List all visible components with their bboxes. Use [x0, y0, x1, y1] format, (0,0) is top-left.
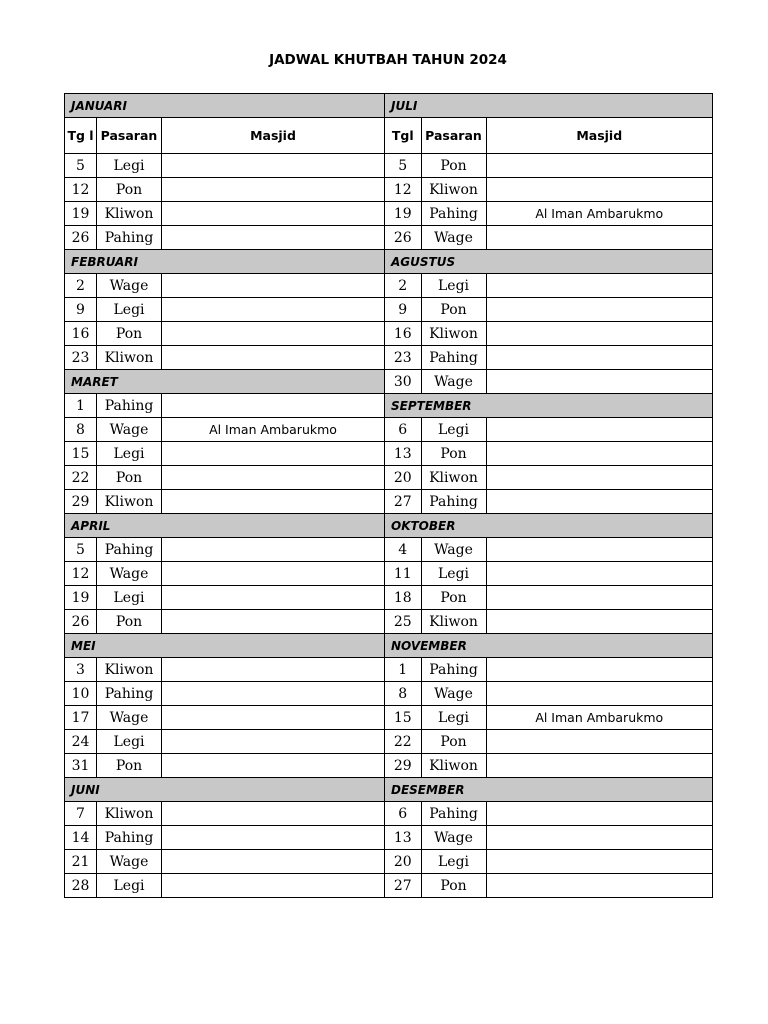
date-cell: 9	[385, 298, 421, 322]
table-row	[385, 298, 713, 322]
pasaran-cell: Wage	[97, 850, 162, 874]
table-row	[385, 346, 713, 370]
table-row	[65, 826, 385, 850]
pasaran-cell: Pon	[97, 178, 162, 202]
masjid-cell	[486, 730, 713, 754]
table-row	[385, 538, 713, 562]
month-header-row	[385, 778, 713, 802]
date-cell: 7	[65, 802, 97, 826]
masjid-cell	[162, 586, 385, 610]
date-cell: 24	[65, 730, 97, 754]
table-row	[385, 586, 713, 610]
month-label: APRIL	[65, 514, 385, 538]
table-row	[385, 370, 713, 394]
month-header-row	[65, 778, 385, 802]
column-header-row	[65, 118, 385, 154]
date-cell: 27	[385, 490, 421, 514]
date-cell: 13	[385, 826, 421, 850]
date-cell: 20	[385, 850, 421, 874]
pasaran-cell: Pahing	[97, 538, 162, 562]
date-cell: 15	[65, 442, 97, 466]
date-cell: 5	[65, 538, 97, 562]
table-row	[65, 802, 385, 826]
pasaran-cell: Legi	[97, 586, 162, 610]
masjid-cell	[162, 178, 385, 202]
date-cell: 12	[65, 562, 97, 586]
pasaran-cell: Legi	[97, 874, 162, 898]
table-row	[65, 322, 385, 346]
masjid-cell	[486, 466, 713, 490]
date-cell: 27	[385, 874, 421, 898]
pasaran-cell: Legi	[97, 730, 162, 754]
table-row	[65, 418, 385, 442]
month-label: MEI	[65, 634, 385, 658]
date-cell: 5	[65, 154, 97, 178]
table-row	[65, 754, 385, 778]
masjid-cell	[486, 346, 713, 370]
table-row	[385, 178, 713, 202]
masjid-cell	[162, 610, 385, 634]
schedule-table-right	[385, 93, 713, 898]
date-cell: 23	[385, 346, 421, 370]
pasaran-cell: Pahing	[421, 346, 486, 370]
month-header-row	[65, 250, 385, 274]
date-cell: 21	[65, 850, 97, 874]
date-cell: 8	[65, 418, 97, 442]
table-row	[385, 418, 713, 442]
month-header-row	[65, 370, 385, 394]
pasaran-cell: Wage	[421, 226, 486, 250]
table-row	[385, 850, 713, 874]
table-row	[65, 202, 385, 226]
table-row	[65, 562, 385, 586]
date-cell: 9	[65, 298, 97, 322]
month-header-row	[385, 514, 713, 538]
table-row	[65, 874, 385, 898]
pasaran-cell: Pahing	[97, 682, 162, 706]
pasaran-cell: Pahing	[421, 202, 486, 226]
table-row	[385, 562, 713, 586]
table-row	[385, 682, 713, 706]
masjid-cell	[486, 538, 713, 562]
masjid-cell	[162, 682, 385, 706]
masjid-cell	[486, 442, 713, 466]
column-header-masjid: Masjid	[486, 118, 713, 154]
month-header-row	[65, 634, 385, 658]
pasaran-cell: Kliwon	[97, 490, 162, 514]
pasaran-cell: Wage	[97, 562, 162, 586]
masjid-cell	[486, 682, 713, 706]
date-cell: 28	[65, 874, 97, 898]
masjid-cell	[486, 274, 713, 298]
pasaran-cell: Wage	[97, 418, 162, 442]
pasaran-cell: Legi	[421, 274, 486, 298]
table-row	[65, 346, 385, 370]
masjid-cell	[162, 562, 385, 586]
date-cell: 20	[385, 466, 421, 490]
masjid-cell	[162, 442, 385, 466]
pasaran-cell: Kliwon	[97, 802, 162, 826]
date-cell: 5	[385, 154, 421, 178]
masjid-cell	[486, 850, 713, 874]
masjid-cell	[162, 490, 385, 514]
date-cell: 1	[65, 394, 97, 418]
pasaran-cell: Pon	[421, 154, 486, 178]
pasaran-cell: Pahing	[421, 802, 486, 826]
month-header-row	[385, 634, 713, 658]
pasaran-cell: Pahing	[421, 658, 486, 682]
date-cell: 16	[385, 322, 421, 346]
date-cell: 11	[385, 562, 421, 586]
date-cell: 19	[65, 586, 97, 610]
date-cell: 26	[65, 610, 97, 634]
date-cell: 14	[65, 826, 97, 850]
date-cell: 2	[385, 274, 421, 298]
date-cell: 25	[385, 610, 421, 634]
pasaran-cell: Pon	[97, 610, 162, 634]
masjid-cell	[486, 562, 713, 586]
date-cell: 12	[65, 178, 97, 202]
column-header-tgl: Tgl	[385, 118, 421, 154]
month-label: JULI	[385, 94, 713, 118]
date-cell: 6	[385, 418, 421, 442]
pasaran-cell: Wage	[421, 538, 486, 562]
masjid-cell	[162, 658, 385, 682]
table-row	[65, 586, 385, 610]
masjid-cell	[486, 826, 713, 850]
masjid-cell	[486, 418, 713, 442]
table-row	[65, 442, 385, 466]
date-cell: 22	[65, 466, 97, 490]
masjid-cell: Al Iman Ambarukmo	[486, 706, 713, 730]
pasaran-cell: Kliwon	[421, 754, 486, 778]
pasaran-cell: Kliwon	[421, 466, 486, 490]
table-row	[65, 394, 385, 418]
table-row	[385, 202, 713, 226]
table-row	[385, 490, 713, 514]
masjid-cell	[486, 226, 713, 250]
table-row	[385, 274, 713, 298]
month-label: AGUSTUS	[385, 250, 713, 274]
masjid-cell	[486, 154, 713, 178]
pasaran-cell: Legi	[421, 418, 486, 442]
pasaran-cell: Pahing	[97, 826, 162, 850]
masjid-cell	[162, 754, 385, 778]
table-row	[385, 874, 713, 898]
table-row	[385, 658, 713, 682]
table-row	[385, 466, 713, 490]
masjid-cell	[486, 322, 713, 346]
masjid-cell	[486, 370, 713, 394]
date-cell: 26	[65, 226, 97, 250]
date-cell: 30	[385, 370, 421, 394]
table-row	[65, 706, 385, 730]
date-cell: 26	[385, 226, 421, 250]
month-label: SEPTEMBER	[385, 394, 713, 418]
pasaran-cell: Pon	[421, 586, 486, 610]
table-row	[65, 226, 385, 250]
date-cell: 1	[385, 658, 421, 682]
date-cell: 8	[385, 682, 421, 706]
masjid-cell	[486, 658, 713, 682]
month-header-row	[385, 94, 713, 118]
masjid-cell	[486, 178, 713, 202]
date-cell: 12	[385, 178, 421, 202]
date-cell: 22	[385, 730, 421, 754]
month-label: DESEMBER	[385, 778, 713, 802]
masjid-cell: Al Iman Ambarukmo	[486, 202, 713, 226]
month-header-row	[65, 514, 385, 538]
month-header-row	[385, 394, 713, 418]
month-header-row	[65, 94, 385, 118]
masjid-cell	[162, 346, 385, 370]
column-header-masjid: Masjid	[162, 118, 385, 154]
pasaran-cell: Pon	[97, 754, 162, 778]
pasaran-cell: Wage	[421, 826, 486, 850]
date-cell: 31	[65, 754, 97, 778]
table-row	[65, 730, 385, 754]
table-row	[385, 802, 713, 826]
table-row	[385, 706, 713, 730]
table-row	[65, 850, 385, 874]
table-row	[385, 442, 713, 466]
pasaran-cell: Kliwon	[97, 202, 162, 226]
table-row	[65, 682, 385, 706]
masjid-cell	[486, 802, 713, 826]
pasaran-cell: Wage	[97, 706, 162, 730]
masjid-cell	[162, 730, 385, 754]
pasaran-cell: Kliwon	[421, 178, 486, 202]
pasaran-cell: Legi	[421, 562, 486, 586]
date-cell: 15	[385, 706, 421, 730]
table-row	[65, 178, 385, 202]
date-cell: 10	[65, 682, 97, 706]
masjid-cell	[486, 754, 713, 778]
masjid-cell	[162, 850, 385, 874]
pasaran-cell: Pon	[421, 442, 486, 466]
masjid-cell	[162, 394, 385, 418]
column-header-pasaran: Pasaran	[421, 118, 486, 154]
table-row	[65, 298, 385, 322]
page-title: JADWAL KHUTBAH TAHUN 2024	[269, 52, 507, 68]
masjid-cell: Al Iman Ambarukmo	[162, 418, 385, 442]
pasaran-cell: Legi	[421, 706, 486, 730]
date-cell: 6	[385, 802, 421, 826]
column-header-row	[385, 118, 713, 154]
masjid-cell	[162, 802, 385, 826]
pasaran-cell: Kliwon	[421, 322, 486, 346]
date-cell: 19	[65, 202, 97, 226]
pasaran-cell: Kliwon	[421, 610, 486, 634]
pasaran-cell: Pon	[421, 298, 486, 322]
table-row	[65, 658, 385, 682]
date-cell: 29	[385, 754, 421, 778]
pasaran-cell: Legi	[97, 154, 162, 178]
pasaran-cell: Legi	[97, 442, 162, 466]
month-label: JANUARI	[65, 94, 385, 118]
table-row	[385, 154, 713, 178]
table-row	[65, 610, 385, 634]
date-cell: 3	[65, 658, 97, 682]
table-row	[65, 154, 385, 178]
masjid-cell	[162, 226, 385, 250]
pasaran-cell: Pahing	[97, 394, 162, 418]
table-row	[385, 754, 713, 778]
masjid-cell	[162, 826, 385, 850]
month-header-row	[385, 250, 713, 274]
masjid-cell	[162, 466, 385, 490]
pasaran-cell: Legi	[97, 298, 162, 322]
date-cell: 17	[65, 706, 97, 730]
month-label: NOVEMBER	[385, 634, 713, 658]
table-row	[385, 826, 713, 850]
pasaran-cell: Pon	[97, 466, 162, 490]
table-row	[65, 490, 385, 514]
pasaran-cell: Wage	[421, 682, 486, 706]
schedule-table-left	[64, 93, 385, 898]
column-header-pasaran: Pasaran	[97, 118, 162, 154]
masjid-cell	[162, 274, 385, 298]
table-row	[65, 466, 385, 490]
date-cell: 29	[65, 490, 97, 514]
table-row	[65, 274, 385, 298]
date-cell: 18	[385, 586, 421, 610]
masjid-cell	[162, 322, 385, 346]
masjid-cell	[162, 538, 385, 562]
date-cell: 2	[65, 274, 97, 298]
pasaran-cell: Pon	[97, 322, 162, 346]
month-label: MARET	[65, 370, 385, 394]
pasaran-cell: Pon	[421, 874, 486, 898]
pasaran-cell: Pahing	[421, 490, 486, 514]
table-row	[65, 538, 385, 562]
month-label: JUNI	[65, 778, 385, 802]
month-label: OKTOBER	[385, 514, 713, 538]
masjid-cell	[486, 490, 713, 514]
masjid-cell	[162, 154, 385, 178]
masjid-cell	[486, 610, 713, 634]
table-row	[385, 322, 713, 346]
pasaran-cell: Legi	[421, 850, 486, 874]
table-row	[385, 226, 713, 250]
date-cell: 13	[385, 442, 421, 466]
month-label: FEBRUARI	[65, 250, 385, 274]
date-cell: 4	[385, 538, 421, 562]
masjid-cell	[162, 298, 385, 322]
masjid-cell	[486, 874, 713, 898]
table-row	[385, 730, 713, 754]
date-cell: 19	[385, 202, 421, 226]
pasaran-cell: Kliwon	[97, 346, 162, 370]
column-header-tgl: Tg l	[65, 118, 97, 154]
masjid-cell	[162, 202, 385, 226]
date-cell: 16	[65, 322, 97, 346]
masjid-cell	[162, 706, 385, 730]
pasaran-cell: Wage	[421, 370, 486, 394]
table-row	[385, 610, 713, 634]
pasaran-cell: Wage	[97, 274, 162, 298]
masjid-cell	[486, 298, 713, 322]
pasaran-cell: Pahing	[97, 226, 162, 250]
pasaran-cell: Kliwon	[97, 658, 162, 682]
masjid-cell	[486, 586, 713, 610]
date-cell: 23	[65, 346, 97, 370]
pasaran-cell: Pon	[421, 730, 486, 754]
masjid-cell	[162, 874, 385, 898]
